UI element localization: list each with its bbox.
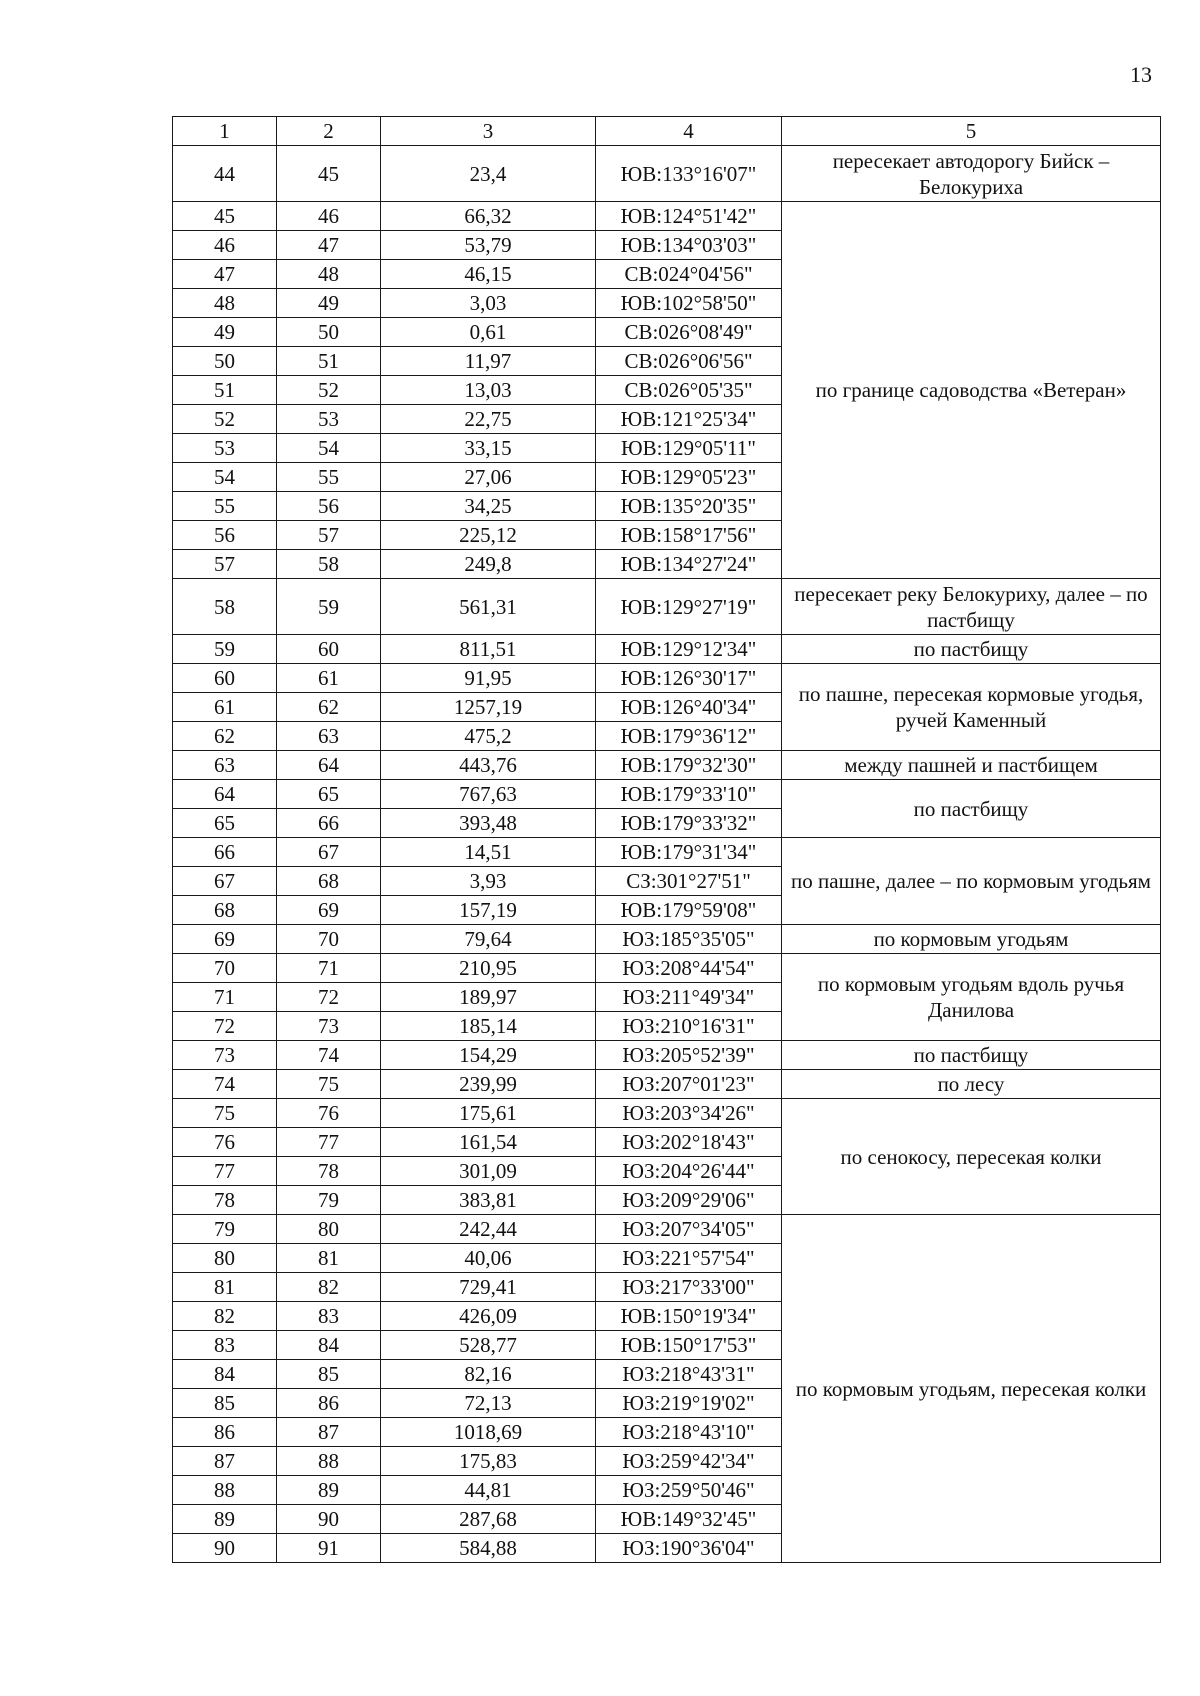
distance-cell: 66,32	[381, 202, 596, 231]
from-point-cell: 64	[173, 780, 277, 809]
header-col-2: 2	[277, 117, 381, 146]
distance-cell: 383,81	[381, 1186, 596, 1215]
to-point-cell: 59	[277, 579, 381, 635]
bearing-cell: ЮЗ:202°18'43"	[596, 1128, 782, 1157]
boundary-table	[172, 116, 1161, 1563]
distance-cell: 239,99	[381, 1070, 596, 1099]
table-row	[173, 146, 1161, 202]
bearing-cell: ЮВ:150°19'34"	[596, 1302, 782, 1331]
distance-cell: 443,76	[381, 751, 596, 780]
distance-cell: 528,77	[381, 1331, 596, 1360]
to-point-cell: 47	[277, 231, 381, 260]
header-col-3: 3	[381, 117, 596, 146]
table-row	[173, 1215, 1161, 1244]
to-point-cell: 85	[277, 1360, 381, 1389]
bearing-cell: ЮВ:158°17'56"	[596, 521, 782, 550]
bearing-cell: ЮВ:179°59'08"	[596, 896, 782, 925]
bearing-cell: ЮВ:124°51'42"	[596, 202, 782, 231]
distance-cell: 53,79	[381, 231, 596, 260]
bearing-cell: ЮВ:129°12'34"	[596, 635, 782, 664]
bearing-cell: ЮВ:134°27'24"	[596, 550, 782, 579]
bearing-cell: ЮЗ:190°36'04"	[596, 1534, 782, 1563]
description-cell: по пастбищу	[782, 635, 1161, 664]
to-point-cell: 46	[277, 202, 381, 231]
distance-cell: 157,19	[381, 896, 596, 925]
from-point-cell: 45	[173, 202, 277, 231]
bearing-cell: ЮВ:179°31'34"	[596, 838, 782, 867]
from-point-cell: 72	[173, 1012, 277, 1041]
from-point-cell: 83	[173, 1331, 277, 1360]
distance-cell: 22,75	[381, 405, 596, 434]
distance-cell: 33,15	[381, 434, 596, 463]
to-point-cell: 52	[277, 376, 381, 405]
to-point-cell: 45	[277, 146, 381, 202]
distance-cell: 249,8	[381, 550, 596, 579]
to-point-cell: 89	[277, 1476, 381, 1505]
distance-cell: 767,63	[381, 780, 596, 809]
to-point-cell: 79	[277, 1186, 381, 1215]
distance-cell: 82,16	[381, 1360, 596, 1389]
to-point-cell: 68	[277, 867, 381, 896]
distance-cell: 225,12	[381, 521, 596, 550]
from-point-cell: 63	[173, 751, 277, 780]
table-row	[173, 202, 1161, 231]
bearing-cell: ЮВ:102°58'50"	[596, 289, 782, 318]
to-point-cell: 69	[277, 896, 381, 925]
bearing-cell: ЮЗ:208°44'54"	[596, 954, 782, 983]
bearing-cell: ЮВ:179°33'32"	[596, 809, 782, 838]
distance-cell: 3,93	[381, 867, 596, 896]
from-point-cell: 76	[173, 1128, 277, 1157]
distance-cell: 79,64	[381, 925, 596, 954]
distance-cell: 34,25	[381, 492, 596, 521]
table-row	[173, 1041, 1161, 1070]
bearing-cell: ЮЗ:207°34'05"	[596, 1215, 782, 1244]
from-point-cell: 80	[173, 1244, 277, 1273]
bearing-cell: ЮЗ:221°57'54"	[596, 1244, 782, 1273]
distance-cell: 242,44	[381, 1215, 596, 1244]
to-point-cell: 74	[277, 1041, 381, 1070]
from-point-cell: 55	[173, 492, 277, 521]
to-point-cell: 56	[277, 492, 381, 521]
header-col-5: 5	[782, 117, 1161, 146]
bearing-cell: ЮЗ:211°49'34"	[596, 983, 782, 1012]
bearing-cell: СВ:026°05'35"	[596, 376, 782, 405]
from-point-cell: 57	[173, 550, 277, 579]
from-point-cell: 65	[173, 809, 277, 838]
bearing-cell: ЮЗ:205°52'39"	[596, 1041, 782, 1070]
from-point-cell: 85	[173, 1389, 277, 1418]
bearing-cell: ЮВ:135°20'35"	[596, 492, 782, 521]
to-point-cell: 66	[277, 809, 381, 838]
distance-cell: 72,13	[381, 1389, 596, 1418]
bearing-cell: ЮВ:129°05'23"	[596, 463, 782, 492]
to-point-cell: 80	[277, 1215, 381, 1244]
bearing-cell: ЮЗ:259°42'34"	[596, 1447, 782, 1476]
bearing-cell: ЮВ:179°32'30"	[596, 751, 782, 780]
from-point-cell: 48	[173, 289, 277, 318]
bearing-cell: ЮВ:150°17'53"	[596, 1331, 782, 1360]
to-point-cell: 50	[277, 318, 381, 347]
to-point-cell: 73	[277, 1012, 381, 1041]
to-point-cell: 67	[277, 838, 381, 867]
to-point-cell: 51	[277, 347, 381, 376]
bearing-cell: ЮЗ:204°26'44"	[596, 1157, 782, 1186]
distance-cell: 185,14	[381, 1012, 596, 1041]
bearing-cell: ЮЗ:217°33'00"	[596, 1273, 782, 1302]
bearing-cell: ЮВ:129°05'11"	[596, 434, 782, 463]
distance-cell: 23,4	[381, 146, 596, 202]
from-point-cell: 50	[173, 347, 277, 376]
to-point-cell: 63	[277, 722, 381, 751]
distance-cell: 40,06	[381, 1244, 596, 1273]
to-point-cell: 49	[277, 289, 381, 318]
to-point-cell: 57	[277, 521, 381, 550]
description-cell: по пашне, пересекая кормовые угодья, ручей Каменный	[782, 664, 1161, 751]
to-point-cell: 77	[277, 1128, 381, 1157]
from-point-cell: 61	[173, 693, 277, 722]
table-row	[173, 751, 1161, 780]
description-cell: по пашне, далее – по кормовым угодьям	[782, 838, 1161, 925]
from-point-cell: 84	[173, 1360, 277, 1389]
bearing-cell: ЮЗ:209°29'06"	[596, 1186, 782, 1215]
distance-cell: 46,15	[381, 260, 596, 289]
from-point-cell: 68	[173, 896, 277, 925]
distance-cell: 27,06	[381, 463, 596, 492]
to-point-cell: 82	[277, 1273, 381, 1302]
bearing-cell: ЮВ:133°16'07"	[596, 146, 782, 202]
from-point-cell: 74	[173, 1070, 277, 1099]
table-row	[173, 954, 1161, 983]
bearing-cell: ЮЗ:259°50'46"	[596, 1476, 782, 1505]
distance-cell: 189,97	[381, 983, 596, 1012]
distance-cell: 175,83	[381, 1447, 596, 1476]
from-point-cell: 75	[173, 1099, 277, 1128]
from-point-cell: 51	[173, 376, 277, 405]
description-cell: по пастбищу	[782, 780, 1161, 838]
bearing-cell: ЮЗ:207°01'23"	[596, 1070, 782, 1099]
distance-cell: 161,54	[381, 1128, 596, 1157]
table-row	[173, 635, 1161, 664]
to-point-cell: 48	[277, 260, 381, 289]
distance-cell: 44,81	[381, 1476, 596, 1505]
description-cell: по кормовым угодьям, пересекая колки	[782, 1215, 1161, 1563]
bearing-cell: СЗ:301°27'51"	[596, 867, 782, 896]
to-point-cell: 58	[277, 550, 381, 579]
description-cell: пересекает реку Белокуриху, далее – по пастбищу	[782, 579, 1161, 635]
to-point-cell: 84	[277, 1331, 381, 1360]
from-point-cell: 58	[173, 579, 277, 635]
from-point-cell: 53	[173, 434, 277, 463]
bearing-cell: ЮВ:129°27'19"	[596, 579, 782, 635]
table-body	[173, 146, 1161, 1563]
bearing-cell: ЮВ:179°36'12"	[596, 722, 782, 751]
to-point-cell: 55	[277, 463, 381, 492]
bearing-cell: ЮВ:126°40'34"	[596, 693, 782, 722]
header-col-1: 1	[173, 117, 277, 146]
from-point-cell: 73	[173, 1041, 277, 1070]
from-point-cell: 44	[173, 146, 277, 202]
distance-cell: 175,61	[381, 1099, 596, 1128]
bearing-cell: СВ:026°06'56"	[596, 347, 782, 376]
from-point-cell: 70	[173, 954, 277, 983]
from-point-cell: 88	[173, 1476, 277, 1505]
to-point-cell: 64	[277, 751, 381, 780]
to-point-cell: 71	[277, 954, 381, 983]
bearing-cell: ЮЗ:219°19'02"	[596, 1389, 782, 1418]
description-cell: по лесу	[782, 1070, 1161, 1099]
table-row	[173, 579, 1161, 635]
distance-cell: 475,2	[381, 722, 596, 751]
page-number: 13	[1130, 62, 1152, 87]
to-point-cell: 62	[277, 693, 381, 722]
description-cell: между пашней и пастбищем	[782, 751, 1161, 780]
from-point-cell: 71	[173, 983, 277, 1012]
from-point-cell: 49	[173, 318, 277, 347]
bearing-cell: ЮВ:126°30'17"	[596, 664, 782, 693]
bearing-cell: ЮВ:179°33'10"	[596, 780, 782, 809]
table-header-row	[173, 117, 1161, 146]
distance-cell: 561,31	[381, 579, 596, 635]
distance-cell: 1018,69	[381, 1418, 596, 1447]
from-point-cell: 67	[173, 867, 277, 896]
distance-cell: 729,41	[381, 1273, 596, 1302]
to-point-cell: 88	[277, 1447, 381, 1476]
to-point-cell: 61	[277, 664, 381, 693]
to-point-cell: 70	[277, 925, 381, 954]
to-point-cell: 91	[277, 1534, 381, 1563]
from-point-cell: 69	[173, 925, 277, 954]
distance-cell: 13,03	[381, 376, 596, 405]
from-point-cell: 82	[173, 1302, 277, 1331]
description-cell: по границе садоводства «Ветеран»	[782, 202, 1161, 579]
distance-cell: 91,95	[381, 664, 596, 693]
to-point-cell: 75	[277, 1070, 381, 1099]
from-point-cell: 81	[173, 1273, 277, 1302]
to-point-cell: 86	[277, 1389, 381, 1418]
to-point-cell: 72	[277, 983, 381, 1012]
from-point-cell: 89	[173, 1505, 277, 1534]
distance-cell: 393,48	[381, 809, 596, 838]
distance-cell: 210,95	[381, 954, 596, 983]
description-cell: по пастбищу	[782, 1041, 1161, 1070]
from-point-cell: 56	[173, 521, 277, 550]
to-point-cell: 81	[277, 1244, 381, 1273]
from-point-cell: 77	[173, 1157, 277, 1186]
from-point-cell: 46	[173, 231, 277, 260]
bearing-cell: СВ:026°08'49"	[596, 318, 782, 347]
distance-cell: 14,51	[381, 838, 596, 867]
table-row	[173, 1070, 1161, 1099]
distance-cell: 11,97	[381, 347, 596, 376]
from-point-cell: 90	[173, 1534, 277, 1563]
to-point-cell: 87	[277, 1418, 381, 1447]
from-point-cell: 60	[173, 664, 277, 693]
distance-cell: 3,03	[381, 289, 596, 318]
bearing-cell: ЮЗ:218°43'31"	[596, 1360, 782, 1389]
to-point-cell: 53	[277, 405, 381, 434]
distance-cell: 301,09	[381, 1157, 596, 1186]
bearing-cell: ЮВ:134°03'03"	[596, 231, 782, 260]
from-point-cell: 78	[173, 1186, 277, 1215]
header-col-4: 4	[596, 117, 782, 146]
description-cell: пересекает автодорогу Бийск – Белокуриха	[782, 146, 1161, 202]
to-point-cell: 76	[277, 1099, 381, 1128]
from-point-cell: 47	[173, 260, 277, 289]
bearing-cell: ЮЗ:218°43'10"	[596, 1418, 782, 1447]
to-point-cell: 90	[277, 1505, 381, 1534]
from-point-cell: 59	[173, 635, 277, 664]
distance-cell: 811,51	[381, 635, 596, 664]
bearing-cell: ЮЗ:185°35'05"	[596, 925, 782, 954]
table-row	[173, 1099, 1161, 1128]
description-cell: по сенокосу, пересекая колки	[782, 1099, 1161, 1215]
distance-cell: 287,68	[381, 1505, 596, 1534]
table-row	[173, 780, 1161, 809]
to-point-cell: 78	[277, 1157, 381, 1186]
to-point-cell: 54	[277, 434, 381, 463]
from-point-cell: 87	[173, 1447, 277, 1476]
bearing-cell: ЮВ:149°32'45"	[596, 1505, 782, 1534]
table-row	[173, 664, 1161, 693]
distance-cell: 426,09	[381, 1302, 596, 1331]
table-row	[173, 925, 1161, 954]
table-row	[173, 838, 1161, 867]
to-point-cell: 83	[277, 1302, 381, 1331]
from-point-cell: 54	[173, 463, 277, 492]
distance-cell: 154,29	[381, 1041, 596, 1070]
bearing-cell: ЮВ:121°25'34"	[596, 405, 782, 434]
to-point-cell: 60	[277, 635, 381, 664]
bearing-cell: ЮЗ:210°16'31"	[596, 1012, 782, 1041]
distance-cell: 0,61	[381, 318, 596, 347]
from-point-cell: 62	[173, 722, 277, 751]
bearing-cell: СВ:024°04'56"	[596, 260, 782, 289]
to-point-cell: 65	[277, 780, 381, 809]
from-point-cell: 52	[173, 405, 277, 434]
bearing-cell: ЮЗ:203°34'26"	[596, 1099, 782, 1128]
description-cell: по кормовым угодьям	[782, 925, 1161, 954]
from-point-cell: 86	[173, 1418, 277, 1447]
distance-cell: 1257,19	[381, 693, 596, 722]
from-point-cell: 66	[173, 838, 277, 867]
from-point-cell: 79	[173, 1215, 277, 1244]
description-cell: по кормовым угодьям вдоль ручья Данилова	[782, 954, 1161, 1041]
distance-cell: 584,88	[381, 1534, 596, 1563]
